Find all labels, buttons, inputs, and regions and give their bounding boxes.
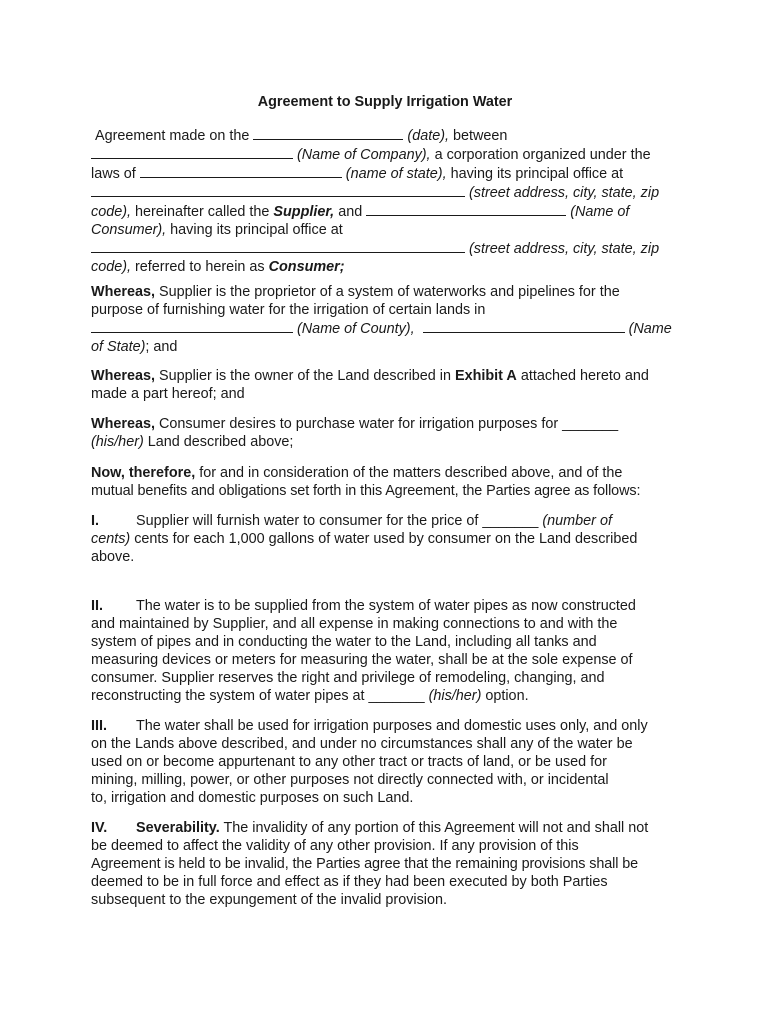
s2-line5: consumer. Supplier reserves the right and privilege of remodeling, changing, and	[91, 670, 605, 686]
whereas-paragraph-2	[91, 367, 685, 403]
s3-line2: on the Lands above described, and under no circumstances shall any of the water be	[91, 736, 633, 752]
intro-paragraph	[91, 126, 685, 276]
whereas2-text2: attached hereto and	[520, 368, 649, 384]
intro-and: and	[338, 204, 363, 220]
whereas1-text1: Supplier is the proprietor of a system of waterworks and pipelines for the	[159, 284, 620, 300]
supplier-term: Supplier,	[273, 204, 335, 220]
whereas1-text2: purpose of furnishing water for the irrigation of certain lands in	[91, 302, 486, 318]
s4-line3: Agreement is held to be invalid, the Parties agree that the remaining provisions shall be	[91, 856, 639, 872]
document-title: Agreement to Supply Irrigation Water	[257, 94, 513, 110]
whereas2-text1: Supplier is the owner of the Land described in	[159, 368, 451, 384]
whereas-lead: Whereas,	[91, 284, 155, 300]
s4-line4: deemed to be in full force and effect as if they had been executed by both Parties	[91, 874, 608, 890]
consumer-term: Consumer;	[268, 259, 345, 275]
s2-line1: The water is to be supplied from the system of water pipes as now constructed	[136, 598, 636, 614]
s3-line4: mining, milling, power, or other purposes not directly connected with, or incidental	[91, 772, 609, 788]
s2-line3: system of pipes and in conducting the water to the Land, including all tanks and	[91, 634, 597, 650]
section-number: I.	[91, 513, 99, 529]
s2-line6: reconstructing the system of water pipes at _______	[91, 688, 425, 704]
now-text2: mutual benefits and obligations set forth in this Agreement, the Parties agree as follows:	[91, 483, 641, 499]
intro-between: between	[453, 128, 508, 144]
street-hint-1a: (street address, city, state, zip	[469, 185, 660, 201]
section-number: IV.	[91, 820, 108, 836]
section-4	[91, 819, 685, 909]
intro-principal-2: having its principal office at	[170, 222, 343, 238]
s4-line5: subsequent to the expungement of the invalid provision.	[91, 892, 448, 908]
s4-line1: The invalidity of any portion of this Agreement will not and shall not	[223, 820, 649, 836]
now-therefore-paragraph	[91, 464, 685, 500]
s2-line2: and maintained by Supplier, and all expense in making connections to and with the	[91, 616, 618, 632]
consumer-address-blank[interactable]	[91, 239, 465, 253]
consumer-hint-b: Consumer),	[91, 222, 167, 238]
state-hint-b: of State)	[91, 339, 146, 355]
county-state-blank[interactable]	[423, 319, 625, 333]
whereas1-tail: ; and	[145, 339, 178, 355]
exhibit-a-reference: Exhibit A	[455, 368, 517, 384]
whereas3-text2: Land described above;	[147, 434, 294, 450]
s2-line4: measuring devices or meters for measuring the water, shall be at the sole expense of	[91, 652, 633, 668]
now-therefore-lead: Now, therefore,	[91, 465, 196, 481]
intro-principal: having its principal office at	[450, 166, 624, 182]
s1-text3: above.	[91, 549, 135, 565]
consumer-hint-a: (Name of	[570, 204, 630, 220]
street-hint-1b: code),	[91, 204, 131, 220]
county-blank[interactable]	[91, 319, 293, 333]
cents-hint-b: cents)	[91, 531, 131, 547]
date-hint: (date),	[407, 128, 449, 144]
section-number: III.	[91, 718, 107, 734]
whereas-lead: Whereas,	[91, 416, 155, 432]
s1-text1: Supplier will furnish water to consumer for the price of _______	[136, 513, 539, 529]
intro-corp: a corporation organized under the	[434, 147, 651, 163]
company-name-blank[interactable]	[91, 145, 293, 159]
his-her-hint: (his/her)	[91, 434, 144, 450]
section-2	[91, 597, 685, 705]
street-hint-2b: code),	[91, 259, 131, 275]
intro-hereinafter: hereinafter called the	[135, 204, 270, 220]
whereas-lead: Whereas,	[91, 368, 155, 384]
intro-laws-of: laws of	[91, 166, 136, 182]
company-hint: (Name of Company),	[297, 147, 431, 163]
now-text1: for and in consideration of the matters described above, and of the	[199, 465, 623, 481]
whereas3-text1: Consumer desires to purchase water for irrigation purposes for _______	[159, 416, 619, 432]
intro-made-on: Agreement made on the	[95, 128, 250, 144]
state-name-blank[interactable]	[140, 164, 342, 178]
section-3	[91, 717, 685, 807]
s1-text2: cents for each 1,000 gallons of water used by consumer on the Land described	[134, 531, 638, 547]
section-number: II.	[91, 598, 103, 614]
supplier-address-blank[interactable]	[91, 183, 465, 197]
intro-referred: referred to herein as	[135, 259, 265, 275]
consumer-name-blank[interactable]	[366, 202, 566, 216]
county-hint: (Name of County),	[297, 321, 415, 337]
date-blank[interactable]	[253, 126, 403, 140]
state-hint-a: (Name	[628, 321, 672, 337]
s3-line3: used on or become appurtenant to any other tract or tracts of land, or be used for	[91, 754, 607, 770]
section-1	[91, 512, 685, 566]
s3-line1: The water shall be used for irrigation purposes and domestic uses only, and only	[136, 718, 648, 734]
s4-line2: be deemed to affect the validity of any other provision. If any provision of this	[91, 838, 579, 854]
s2-line6-tail: option.	[485, 688, 529, 704]
state-hint: (name of state),	[345, 166, 447, 182]
s3-line5: to, irrigation and domestic purposes on such Land.	[91, 790, 414, 806]
whereas-paragraph-3	[91, 415, 685, 451]
whereas-paragraph-1	[91, 283, 685, 356]
cents-hint-a: (number of	[542, 513, 612, 529]
his-her-hint: (his/her)	[428, 688, 482, 704]
street-hint-2a: (street address, city, state, zip	[469, 241, 660, 257]
severability-heading: Severability.	[136, 820, 220, 836]
whereas2-text3: made a part hereof; and	[91, 386, 245, 402]
